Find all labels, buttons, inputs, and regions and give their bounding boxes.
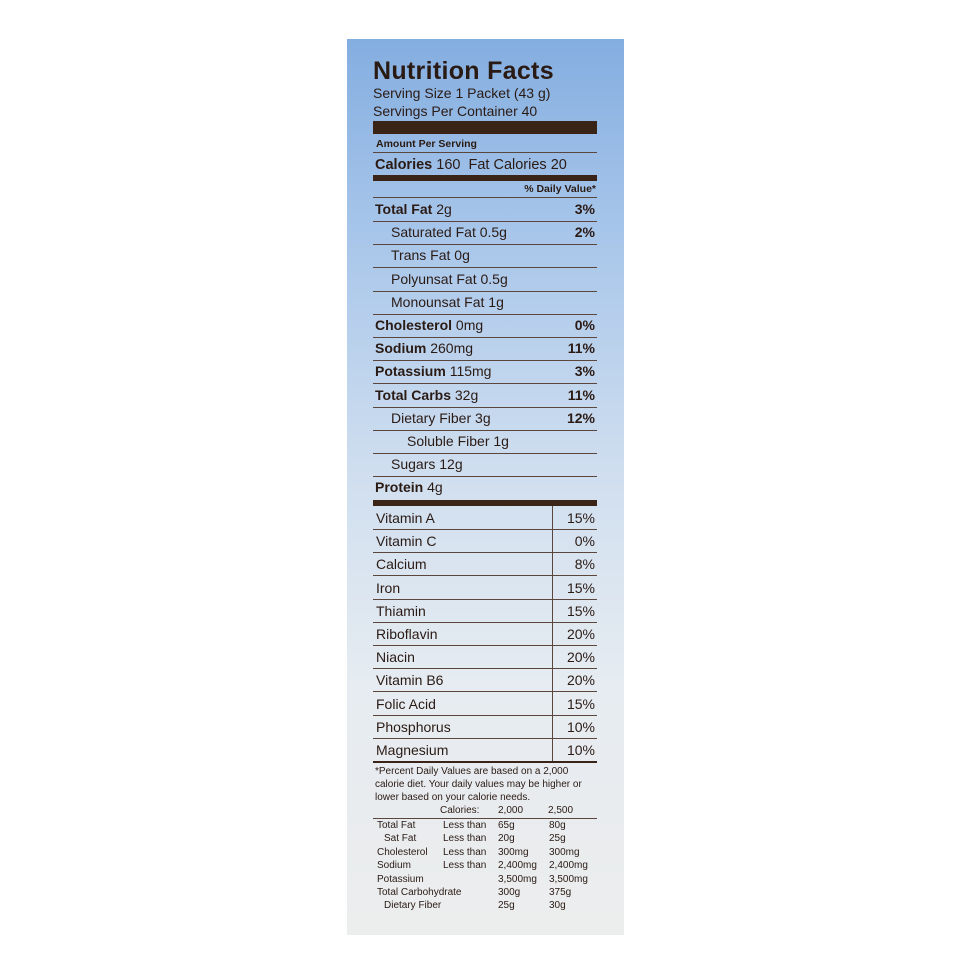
nutrient-amount: 0.5g [479,224,507,241]
vitamin-name: Vitamin C [376,533,437,550]
nutrient-label [391,271,508,287]
nutrient-label [391,410,491,426]
nutrient-name: Sodium [375,340,427,357]
ft-row-value-2500: 2,400mg [549,860,588,872]
nutrient-name: Cholesterol [375,317,453,333]
calories-label: Calories [375,157,433,173]
nutrient-name: Potassium [375,363,446,380]
divider [373,152,597,153]
nutrient-amount: 260mg [430,340,474,357]
nutrient-row [373,384,597,408]
daily-value-header: % Daily Value* [524,183,596,195]
nutrient-label [407,433,509,449]
ft-row-value-2500: 30g [549,900,566,912]
fat-calories: Fat Calories 20 [468,157,567,173]
ft-row-name: Sat Fat [384,833,417,845]
nutrient-label [375,479,443,495]
nutrient-amount: 0.5g [480,270,508,287]
ft-row-qualifier: Less than [443,833,487,845]
vitamin-daily-value: 15% [566,579,595,596]
vitamin-row [373,668,597,692]
nutrient-daily-value: 3% [574,201,595,217]
vitamin-name: Calcium [376,556,427,573]
nutrient-amount: 115mg [449,363,492,380]
vitamin-daily-value: 0% [574,533,595,550]
nutrient-row [373,314,597,338]
ft-row-qualifier: Less than [443,846,487,858]
nutrient-daily-value: 0% [574,317,595,333]
nutrient-name: Soluble Fiber [407,433,490,449]
nutrient-row [373,291,597,315]
vitamin-row [373,576,597,600]
nutrient-amount: 4g [427,479,443,496]
vitamin-daily-value: 15% [566,602,595,619]
ft-row-name: Total Fat [377,820,416,831]
vitamin-name: Iron [376,579,401,596]
vitamin-name: Thiamin [376,602,426,619]
vitamin-row [373,692,597,716]
ft-row-qualifier: Less than [443,820,487,831]
nutrient-amount: 12g [439,456,463,473]
nutrient-label [391,224,507,240]
nutrient-row [373,244,597,268]
vitamin-name: Magnesium [376,742,449,758]
ft-row-value-2000: 300g [498,887,521,898]
calories-value: 160 [436,157,461,173]
ft-row-value-2500: 25g [549,833,566,845]
nutrient-label [375,340,473,356]
serving-size: Serving Size 1 Packet (43 g) [373,85,551,101]
ft-row-value-2000: 2,400mg [498,860,537,872]
vitamin-row [373,622,597,646]
vitamin-name: Phosphorus [376,718,451,735]
nutrient-daily-value: 3% [574,363,595,380]
nutrient-row [373,268,597,292]
thick-divider [373,121,597,134]
nutrient-row [373,360,597,384]
vitamin-row [373,738,597,761]
nutrient-amount: 2g [436,201,452,217]
amount-per-serving: Amount Per Serving [376,138,477,150]
nutrient-row [373,453,597,477]
nutrient-amount: 32g [454,386,479,403]
nutrient-label [375,317,483,333]
ft-row-value-2500: 3,500mg [549,873,588,885]
vitamin-daily-value: 20% [566,626,595,642]
ft-row-name: Total Carbohydrate [377,887,462,898]
nutrient-daily-value: 11% [567,386,595,403]
ft-row-qualifier: Less than [443,860,487,872]
nutrition-facts-label [370,57,600,918]
vitamin-name: Folic Acid [376,695,436,712]
ft-col1-header: 2,000 [498,805,524,816]
vitamin-name: Vitamin B6 [376,672,444,689]
ft-row-name: Cholesterol [377,846,428,858]
calories-line [375,157,567,173]
vitamin-daily-value: 15% [566,695,595,712]
ft-row-value-2000: 25g [498,900,515,912]
ft-row-name: Dietary Fiber [384,900,442,912]
vitamin-daily-value: 15% [566,510,595,526]
ft-row-value-2000: 65g [498,820,515,831]
nutrient-label [375,201,452,217]
nutrient-name: Total Fat [375,201,433,217]
vitamin-name: Vitamin A [376,510,435,526]
nutrient-row [373,337,597,361]
vitamin-daily-value: 10% [566,742,595,758]
nutrient-row [373,430,597,454]
ft-row-value-2500: 300mg [549,846,580,858]
ft-calories-label: Calories: [440,805,480,816]
vitamin-name: Riboflavin [376,626,438,642]
nutrient-label [375,363,491,379]
nutrient-label [375,387,478,403]
nutrient-amount: 0mg [455,317,484,333]
nutrient-row [373,407,597,431]
nutrient-name: Saturated Fat [391,224,476,241]
medium-divider [373,175,597,181]
nutrient-name: Dietary Fiber [391,409,472,426]
nutrient-name: Sugars [391,456,436,473]
vitamin-name: Niacin [376,649,415,666]
nutrient-row [373,198,597,222]
ft-row-name: Potassium [377,873,424,885]
nutrient-label [391,456,463,472]
ft-row-name: Sodium [377,860,411,872]
nutrient-amount: 1g [493,433,509,449]
vitamin-row [373,715,597,739]
nutrient-name: Total Carbs [375,386,451,403]
ft-col2-header: 2,500 [548,805,574,816]
vitamin-row [373,529,597,553]
footnote: *Percent Daily Values are based on a 2,000 calorie diet. Your daily values may be higher or lower based on your calorie needs. [375,766,582,803]
nutrient-label [391,247,470,263]
nutrient-amount: 0g [454,247,470,264]
nutrient-row [373,221,597,245]
nutrient-name: Polyunsat Fat [391,270,477,287]
nutrient-daily-value: 11% [567,340,595,357]
label-title: Nutrition Facts [373,57,554,85]
vitamin-daily-value: 8% [574,556,595,573]
nutrient-name: Monounsat Fat [391,293,485,310]
nutrient-daily-value: 2% [574,224,595,241]
vitamin-daily-value: 20% [566,672,595,689]
ft-row-value-2000: 20g [498,833,515,845]
ft-row-value-2000: 300mg [498,846,529,858]
nutrient-name: Trans Fat [391,247,451,264]
ft-row-value-2000: 3,500mg [498,873,537,885]
ft-row-value-2500: 80g [549,820,566,831]
servings-per-container: Servings Per Container 40 [373,103,538,119]
nutrient-name: Protein [375,479,424,496]
vitamin-daily-value: 20% [566,649,595,666]
vitamin-row [373,552,597,576]
nutrient-row [373,476,597,499]
vitamin-row [373,599,597,623]
vitamin-row [373,645,597,669]
nutrient-daily-value: 12% [566,409,595,426]
nutrient-label [391,294,504,310]
thin-divider [373,761,597,763]
ft-row-value-2500: 375g [549,887,572,898]
nutrient-amount: 1g [488,293,504,310]
vitamin-daily-value: 10% [566,718,595,735]
vitamin-row [373,506,597,530]
nutrient-amount: 3g [475,409,491,426]
column-divider [552,506,553,761]
